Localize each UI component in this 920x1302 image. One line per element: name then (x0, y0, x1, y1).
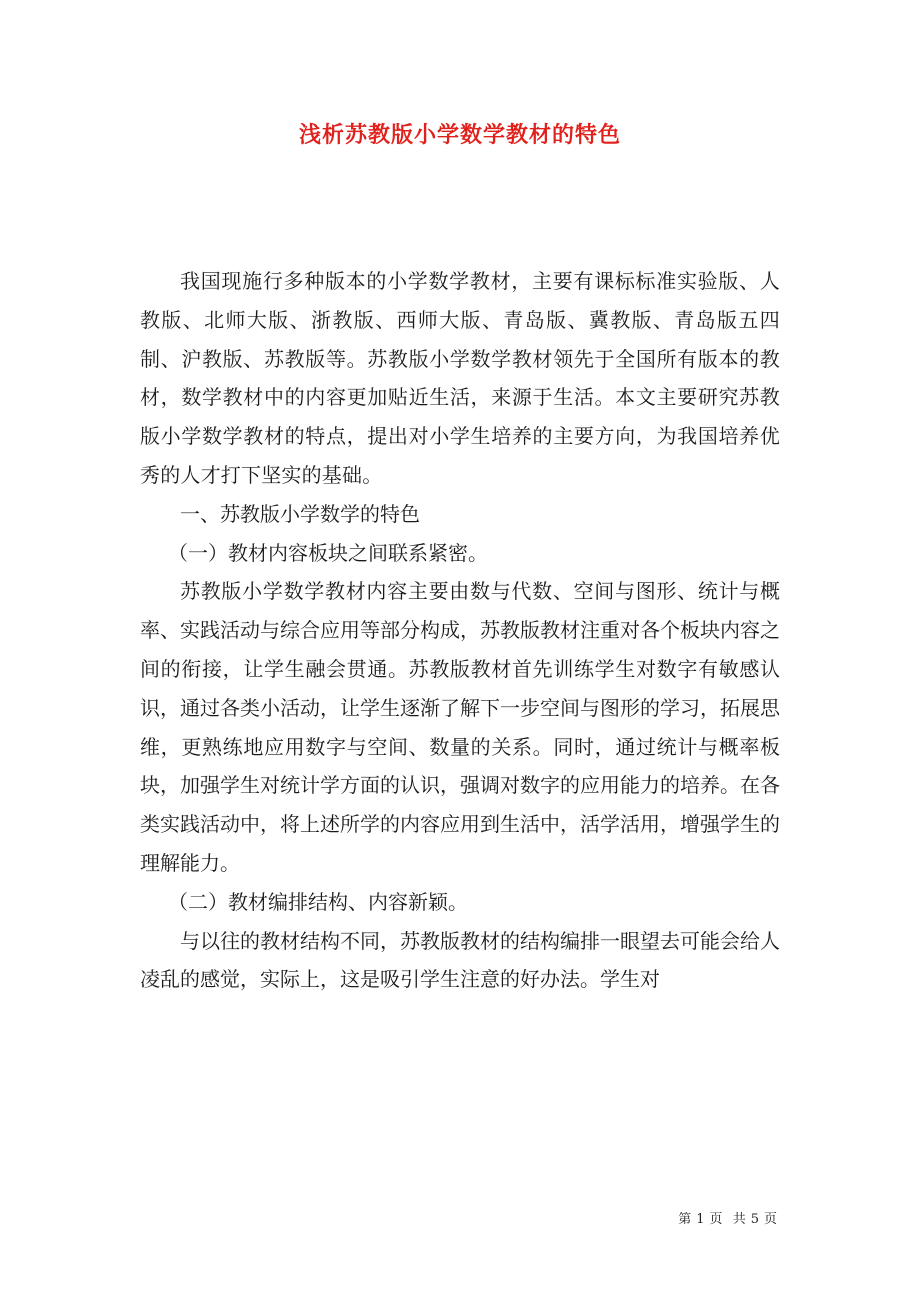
footer-total-label: 共 (732, 1212, 747, 1227)
intro-paragraph: 我国现施行多种版本的小学数学教材，主要有课标标准实验版、人教版、北师大版、浙教版、西师大版、青岛版、冀教版、青岛版五四制、沪教版、苏教版等。苏教版小学数学教材领先于全国所有版本的教材，数学教材中的内容更加贴近生活，来源于生活。本文主要研究苏教版小学数学教材的特点，提出对小学生培养的主要方向，为我国培养优秀的人才打下坚实的基础。 (140, 269, 780, 487)
page-footer (676, 1208, 780, 1227)
body-paragraph: 苏教版小学数学教材内容主要由数与代数、空间与图形、统计与概率、实践活动与综合应用等部分构成，苏教版教材注重对各个板块内容之间的衔接，让学生融会贯通。苏教版教材首先训练学生对数字有敏感认识，通过各类小活动，让学生逐渐了解下一步空间与图形的学习，拓展思维，更熟练地应用数字与空间、数量的关系。同时，通过统计与概率板块，加强学生对统计学方面的认识，强调对数字的应用能力的培养。在各类实践活动中，将上述所学的内容应用到生活中，活学活用，增强学生的理解能力。 (140, 579, 780, 875)
document-body (140, 262, 780, 999)
body-paragraph: 与以往的教材结构不同，苏教版教材的结构编排一眼望去可能会给人凌乱的感觉，实际上，这是吸引学生注意的好办法。学生对 (140, 928, 780, 992)
page-number: 1 (696, 1212, 706, 1227)
footer-prefix: 第 (678, 1212, 693, 1227)
footer-suffix: 页 (763, 1212, 778, 1227)
subsection-heading-2: （二）教材编排结构、内容新颖。 (168, 889, 468, 914)
subsection-heading-1: （一）教材内容板块之间联系紧密。 (168, 540, 488, 565)
footer-page-label: 页 (709, 1212, 724, 1227)
document-title: 浅析苏教版小学数学教材的特色 (298, 122, 621, 148)
total-pages: 5 (750, 1212, 760, 1227)
section-heading-1: 一、苏教版小学数学的特色 (180, 501, 420, 526)
